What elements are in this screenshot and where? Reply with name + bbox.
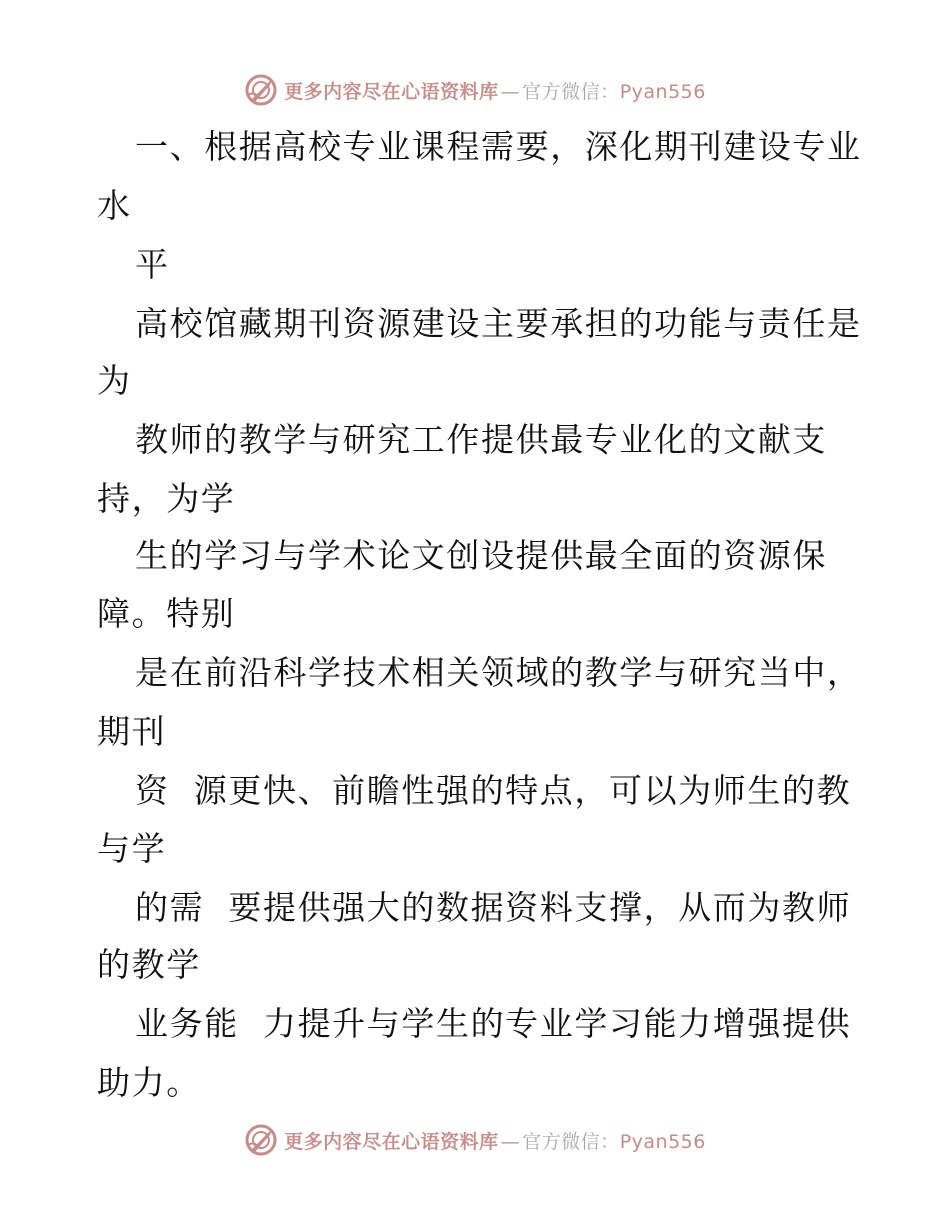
text-line: 持，为学 [97, 479, 236, 518]
text-line: 高校馆藏期刊资源建设主要承担的功能与责任是 [135, 304, 862, 343]
watermark-text: 更多内容尽在心语资料库 — 官方微信：Pyan556 [284, 1130, 706, 1153]
text-line: 障。特别 [97, 594, 236, 633]
footer-watermark [0, 1120, 950, 1160]
text-line: 与学 [97, 829, 167, 868]
text-line: 生的学习与学术论文创设提供最全面的资源保 [135, 536, 827, 575]
text-line: 平 [135, 245, 170, 284]
text-line: 的教学 [97, 945, 201, 984]
text-line: 水 [97, 186, 132, 225]
watermark-text: 更多内容尽在心语资料库 — 官方微信：Pyan556 [284, 80, 706, 103]
text-line: 一、根据高校专业课程需要，深化期刊建设专业 [135, 127, 862, 166]
text-line: 业务能 力提升与学生的专业学习能力增强提供 [135, 1004, 852, 1043]
text-line: 为 [97, 361, 132, 400]
text-line: 是在前沿科学技术相关领域的教学与研究当中， [135, 653, 862, 692]
text-line: 的需 要提供强大的数据资料支撑，从而为教师 [135, 888, 852, 927]
text-line: 助力。 [97, 1063, 201, 1102]
text-line: 资 源更快、前瞻性强的特点，可以为师生的教 [135, 771, 852, 810]
pen-logo-icon [244, 1123, 278, 1157]
text-line: 期刊 [97, 712, 167, 751]
text-line: 教师的教学与研究工作提供最专业化的文献支 [135, 420, 827, 459]
